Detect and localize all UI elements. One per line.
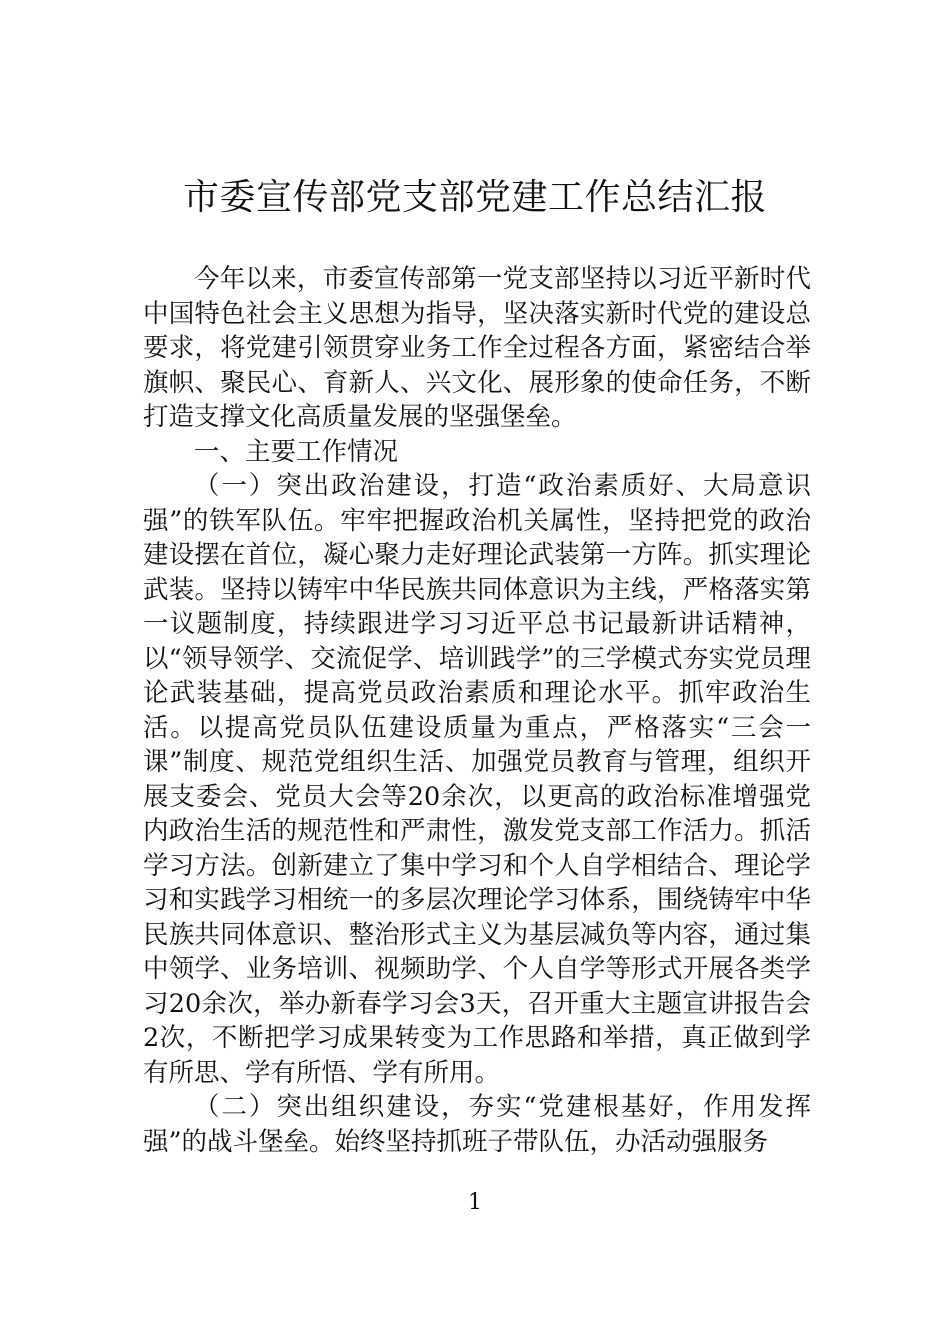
- body-paragraph: （二）突出组织建设，夯实“党建根基好，作用发挥强”的战斗堡垒。始终坚持抓班子带队伍，办活动强服务: [143, 1092, 811, 1157]
- intro-paragraph: 今年以来，市委宣传部第一党支部坚持以习近平新时代中国特色社会主义思想为指导，坚决落实新时代党的建设总要求，将党建引领贯穿业务工作全过程各方面，紧密结合举旗帜、聚民心、育新人、兴文化、展形象的使命任务，不断打造支撑文化高质量发展的坚强堡垒。: [143, 264, 811, 432]
- document-body: [143, 262, 811, 1159]
- document-title: 市委宣传部党支部党建工作总结汇报: [182, 177, 767, 218]
- section-heading: 一、主要工作情况: [194, 436, 399, 467]
- body-paragraph: （一）突出政治建设，打造“政治素质好、大局意识强”的铁军队伍。牢牢把握政治机关属性，坚持把党的政治建设摆在首位，凝心聚力走好理论武装第一方阵。抓实理论武装。坚持以铸牢中华民族共同体意识为主线，严格落实第一议题制度，持续跟进学习习近平总书记最新讲话精神，以“领导领学、交流促学、培训践学”的三学模式夯实党员理论武装基础，提高党员政治素质和理论水平。抓牢政治生活。以提高党员队伍建设质量为重点，严格落实“三会一课”制度、规范党组织生活、加强党员教育与管理，组织开展支委会、党员大会等20余次，以更高的政治标准增强党内政治生活的规范性和严肃性，激发党支部工作活力。抓活学习方法。创新建立了集中学习和个人自学相结合、理论学习和实践学习相统一的多层次理论学习体系，围绕铸牢中华民族共同体意识、整治形式主义为基层减负等内容，通过集中领学、业务培训、视频助学、个人自学等形式开展各类学习20余次，举办新春学习会3天，召开重大主题宣讲报告会2次，不断把学习成果转变为工作思路和举措，真正做到学有所思、学有所悟、学有所用。: [143, 471, 811, 1088]
- page-number: 1: [468, 1190, 482, 1215]
